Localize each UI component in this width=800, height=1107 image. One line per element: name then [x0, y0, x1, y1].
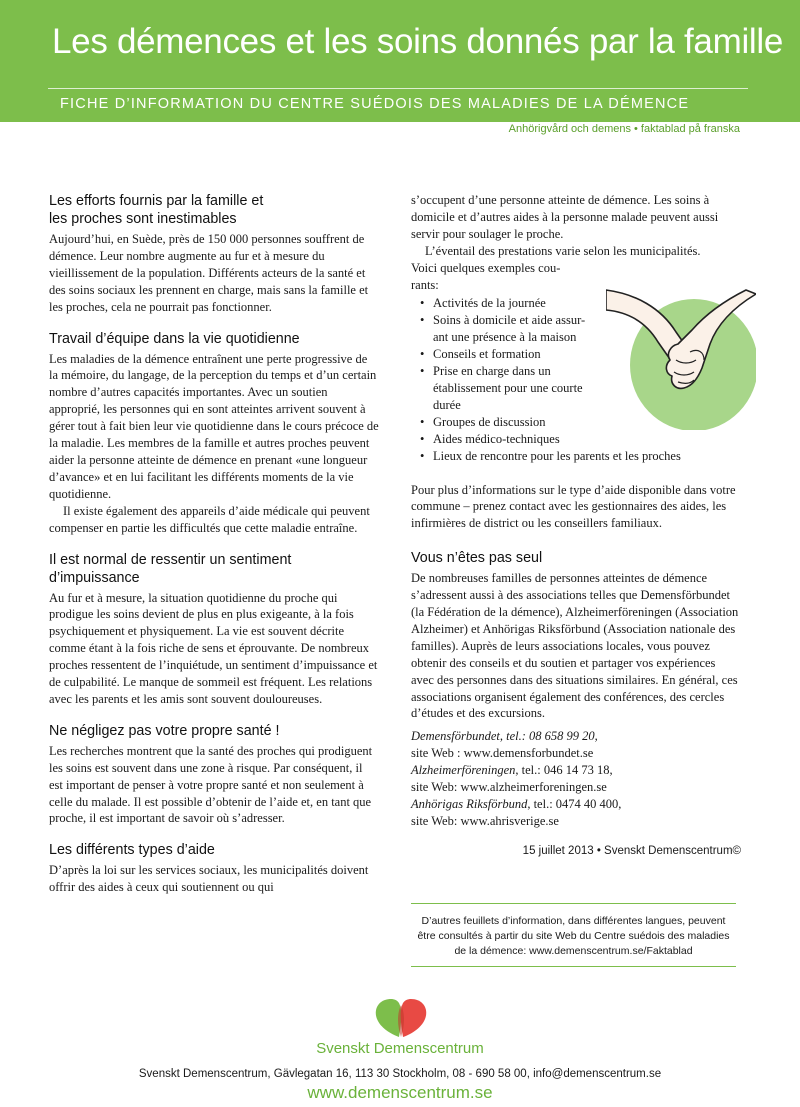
section-heading-efforts: Les efforts fournis par la famille et les proches sont inestimables	[49, 193, 264, 227]
contact-org: Alzheimerföreningen	[411, 763, 516, 778]
contact-item	[411, 796, 741, 830]
paragraph-services-a: L’éventail des prestations varie selon les municipalités.	[425, 243, 701, 258]
list-item: • Soins à domicile et aide assur- ant une présence à la maison	[411, 312, 741, 346]
contact-website[interactable]: site Web: www.ahrisverige.se	[411, 813, 559, 828]
list-item: • Prise en charge dans un établissement pour une courte durée	[411, 363, 741, 414]
contact-phone: , tel.: 0474 40 400,	[527, 797, 622, 811]
section-heading-not-alone: Vous n’êtes pas seul	[411, 550, 543, 567]
paragraph-help-types-cont: s’occupent d’une personne atteinte de démence. Les soins à domicile et d’autres aides à la personne malade peuvent aussi servir pour soulager le proche.	[411, 193, 719, 241]
paragraph-helplessness: Au fur et à mesure, la situation quotidienne du proche qui prodigue les soins devient de plus en plus exigeante, à la fois psychiquement et physiquement. La vie est souvent décrite comme étant à la fois riche de sens et éprouvante. De nombreux proches ressentent de l’inquiétude, un sentiment d’impuissance et de culpabilité. Le manque de sommeil est fréquent. Les relations avec les parents et les amis sont souvent douloureuses.	[49, 590, 378, 706]
list-item: • Activités de la journée	[411, 295, 741, 312]
heart-logo-icon	[371, 995, 431, 1039]
left-column	[49, 192, 379, 896]
list-item: • Aides médico-techniques	[411, 431, 741, 448]
contact-list	[411, 728, 741, 829]
contact-phone: , tel.: 046 14 73 18,	[515, 763, 613, 778]
tagline: Anhörigvård och demens • faktablad på franska	[508, 123, 740, 135]
paragraph-efforts: Aujourd’hui, en Suède, près de 150 000 personnes souffrent de démence. Leur nombre augmente au fur et à mesure du vieillissement de la population. Différents acteurs de la santé et des soins sociaux les prennent en charge, mais sans la famille et les proches, cela ne pourrait pas fonctionner.	[49, 232, 369, 314]
section-heading-own-health: Ne négligez pas votre propre santé !	[49, 722, 280, 739]
header-banner	[0, 0, 800, 122]
list-item: • Groupes de discussion	[411, 414, 741, 431]
contact-website[interactable]: site Web: www.alzheimerforeningen.se	[411, 780, 607, 795]
info-box: D’autres feuillets d’information, dans différentes langues, peuvent être consultés à partir du site Web du Centre suédois des maladies de la démence: www.demenscentrum.se/Faktablad	[411, 903, 736, 967]
page-title: Les démences et les soins donnés par la famille	[52, 22, 784, 61]
list-item: • Conseils et formation	[411, 346, 741, 363]
contact-item	[411, 728, 741, 762]
services-list	[411, 295, 741, 464]
section-heading-teamwork: Travail d’équipe dans la vie quotidienne	[49, 330, 300, 347]
contact-org: Demensförbundet, tel.: 08 658 99 20,	[411, 729, 598, 744]
footer-website-link[interactable]: www.demenscentrum.se	[307, 1083, 493, 1102]
contact-website[interactable]: site Web : www.demensforbundet.se	[411, 746, 594, 761]
section-heading-helplessness: Il est normal de ressentir un sentiment d’impuissance	[49, 551, 292, 586]
paragraph-help-types: D’après la loi sur les services sociaux, les municipalités doivent offrir des aides à ceux qui soutiennent ou qui	[49, 863, 369, 895]
page-subtitle: FICHE D’INFORMATION DU CENTRE SUÉDOIS DES MALADIES DE LA DÉMENCE	[60, 96, 690, 112]
list-item: • Lieux de rencontre pour les parents et les proches	[411, 448, 741, 465]
contact-org: Anhörigas Riksförbund	[411, 797, 528, 811]
paragraph-own-health: Les recherches montrent que la santé des proches qui prodiguent les soins est souvent dans une zone à risque. Par conséquent, il est important de penser à votre propre santé et non seulement à celle du malade. Il est possible d’obtenir de l’aide et, en tant que proche, il est important de savoir où s’adresser.	[49, 743, 373, 826]
paragraph-services-b: Voici quelques exemples cou- rants:	[411, 260, 561, 292]
header-divider	[48, 88, 748, 89]
date-line: 15 juillet 2013 • Svenskt Demenscentrum©	[522, 844, 741, 857]
right-column	[411, 192, 741, 860]
paragraph-teamwork-2: Il existe également des appareils d’aide médicale qui peuvent compenser en partie les difficultés que cette maladie entraîne.	[49, 503, 370, 535]
paragraph-teamwork-1: Les maladies de la démence entraînent une perte progressive de la mémoire, du langage, de la perception du temps et d’un certain nombre d’autres capacités importantes. Avec un soutien approprié, les personnes qui en sont atteintes arrivent souvent à gérer tout à fait bien leur vie quotidienne dans le cours précoce de la maladie. Les membres de la famille et autres proches peuvent aider la personne atteinte de démence en prenant «une longueur d’avance» et en lui facilitant les différents moments de la vie quotidienne.	[49, 351, 379, 501]
brand-name: Svenskt Demenscentrum	[316, 1040, 484, 1057]
footer-address: Svenskt Demenscentrum, Gävlegatan 16, 113 30 Stockholm, 08 - 690 58 00, info@demenscentrum.se	[138, 1068, 662, 1080]
paragraph-more-info: Pour plus d’informations sur le type d’aide disponible dans votre commune – prenez contact avec les gestionnaires des aides, les infirmières de district ou les conseillers familiaux.	[411, 482, 736, 531]
paragraph-not-alone: De nombreuses familles de personnes atteintes de démence s’adressent aussi à des associations telles que Demensförbundet (la Fédération de la démence), Alzheimerföreningen (Association Alzheimer) et Anhörigas Riksförbund (Association nationale des familles). Auprès de leurs associations locales, vous pouvez obtenir des conseils et du soutien et partager vos expériences avec des personnes dans des situations similaires. En général, ces associations organisent également des conférences, des cercles d’études et des excursions.	[411, 571, 739, 721]
contact-item	[411, 762, 741, 796]
section-heading-help-types: Les différents types d’aide	[49, 842, 215, 859]
